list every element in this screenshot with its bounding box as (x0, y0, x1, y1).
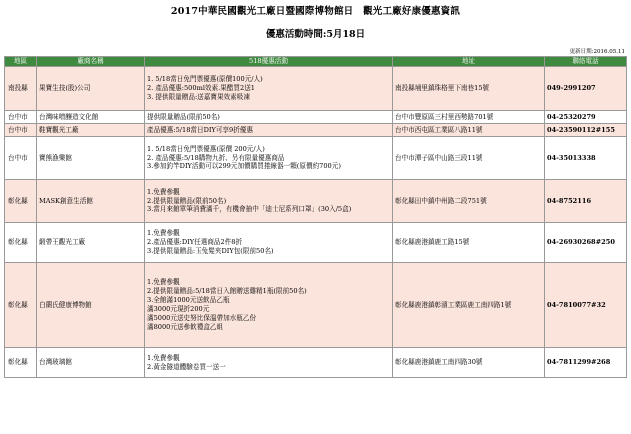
phone-cell: 04-35013338 (545, 137, 627, 180)
updated-date: 更新日期:2016.05.11 (569, 49, 625, 55)
phone-cell: 049-2991207 (545, 67, 627, 111)
offers-table (4, 56, 627, 378)
offer-line: 3.提供限量贈品:玉兔髮夾DIY包(限前50名) (147, 246, 274, 255)
offer-line: 1. 5/18當日免門票優惠(原價100元/人) (147, 75, 263, 84)
column-header-offers: 518優惠活動 (145, 57, 393, 67)
offer-line: 滿5000元送史努比保溫帶加水瓶乙份 (147, 313, 257, 322)
table-row (5, 223, 627, 263)
offer-line: 1.免費參觀 (147, 353, 180, 362)
offer-line: 3. 提供限量贈品:送嘉寶果效素吸凍 (147, 92, 250, 101)
table-row (5, 124, 627, 137)
offer-line: 產品優惠:5/18當日DIY可享9折優惠 (147, 125, 253, 134)
table-header-row (5, 57, 627, 67)
offer-line: 2.黃金隧道體驗卷買一送一 (147, 362, 226, 371)
county-cell: 彰化縣 (5, 263, 37, 348)
county-cell: 彰化縣 (5, 223, 37, 263)
offer-line: 滿3000元現折200元 (147, 305, 210, 313)
company-name-cell: 白蘭氏健康博物館 (37, 263, 145, 348)
offer-line: 3.當月來館單筆消費滿千，有機會抽中「迪士尼系列口罩」(30入/5盒) (147, 205, 352, 214)
address-cell: 彰化縣鹿港鎮鹿工路15號 (393, 223, 545, 263)
offer-line: 3.全館滿1000元送飲品乙瓶 (147, 296, 230, 305)
column-header-address: 地址 (393, 57, 545, 67)
column-header-name: 廠商名稱 (37, 57, 145, 67)
company-name-cell: 緞帶王觀光工廠 (37, 223, 145, 263)
phone-cell: 04-8752116 (545, 180, 627, 223)
county-cell: 彰化縣 (5, 180, 37, 223)
table-row (5, 67, 627, 111)
table-row (5, 263, 627, 348)
phone-cell: 04-26930268#250 (545, 223, 627, 263)
address-cell: 彰化縣鹿港鎮鹿工南四路30號 (393, 348, 545, 378)
company-name-cell: 鞋寶觀光工廠 (37, 124, 145, 137)
page-subtitle: 優惠活動時間:5月18日 (265, 29, 366, 40)
offers-cell (145, 348, 393, 378)
offer-line: 1.免費參觀 (147, 278, 180, 287)
offers-cell (145, 111, 393, 124)
page-title: 2017中華民國觀光工廠日暨國際博物館日 觀光工廠好康優惠資訊 (170, 6, 461, 17)
offer-line: 2. 產品優惠:5/18購物九折、另有限量優惠商品 (147, 153, 285, 162)
address-cell: 南投縣埔里鎮珠格里下南巷15號 (393, 67, 545, 111)
offers-cell (145, 67, 393, 111)
company-name-cell: MASK創意生活館 (37, 180, 145, 223)
table-row (5, 180, 627, 223)
offers-cell (145, 137, 393, 180)
company-name-cell: 寶熊漁樂館 (37, 137, 145, 180)
offers-cell (145, 223, 393, 263)
phone-cell: 04-7811299#268 (545, 348, 627, 378)
offer-line: 3.參加釣竿DIY活動可以299元加價購買捲線器一顆(原價約700元) (147, 162, 341, 171)
offer-line: 1.免費參觀 (147, 187, 180, 196)
address-cell: 彰化縣田中鎮中州路二段751號 (393, 180, 545, 223)
address-cell: 彰化縣鹿港鎮彰濱工業區鹿工南四路1號 (393, 263, 545, 348)
offer-line: 滿8000元送參飲禮盒乙組 (147, 322, 224, 331)
company-name-cell: 果寶生技(股)公司 (37, 67, 145, 111)
offer-line: 2.提供限量贈品(限前50名) (147, 196, 227, 205)
address-cell: 台中市西屯區工業區八路11號 (393, 124, 545, 137)
column-header-county: 地區 (5, 57, 37, 67)
county-cell: 台中市 (5, 124, 37, 137)
county-cell: 彰化縣 (5, 348, 37, 378)
table-row (5, 137, 627, 180)
offers-cell (145, 263, 393, 348)
table-body (5, 67, 627, 378)
phone-cell: 04-7810077#32 (545, 263, 627, 348)
offer-line: 1.免費參觀 (147, 229, 180, 238)
table-row (5, 111, 627, 124)
county-cell: 台中市 (5, 137, 37, 180)
offers-cell (145, 180, 393, 223)
offer-line: 2.產品優惠:DIY任選商品2件8折 (147, 238, 243, 247)
phone-cell: 04-25320279 (545, 111, 627, 124)
offer-line: 提供限量贈品(限前50名) (147, 112, 220, 121)
county-cell: 台中市 (5, 111, 37, 124)
column-header-phone: 聯絡電話 (545, 57, 627, 67)
offer-line: 1. 5/18當日免門票優惠(原價 200元/人) (147, 144, 265, 153)
address-cell: 台中市潭子區中山路三段11號 (393, 137, 545, 180)
company-name-cell: 台灣味噌釀造文化館 (37, 111, 145, 124)
phone-cell: 04-23590112#155 (545, 124, 627, 137)
offers-cell (145, 124, 393, 137)
company-name-cell: 台灣玻璃館 (37, 348, 145, 378)
county-cell: 南投縣 (5, 67, 37, 111)
offer-line: 2.提供限量贈品:5/18當日入館贈送雞精1瓶(限前50名) (147, 287, 307, 296)
address-cell: 台中市豐原區三村里西勢路701號 (393, 111, 545, 124)
table-row (5, 348, 627, 378)
offer-line: 2. 產品優惠:500ml效素.果醋買2送1 (147, 84, 255, 93)
